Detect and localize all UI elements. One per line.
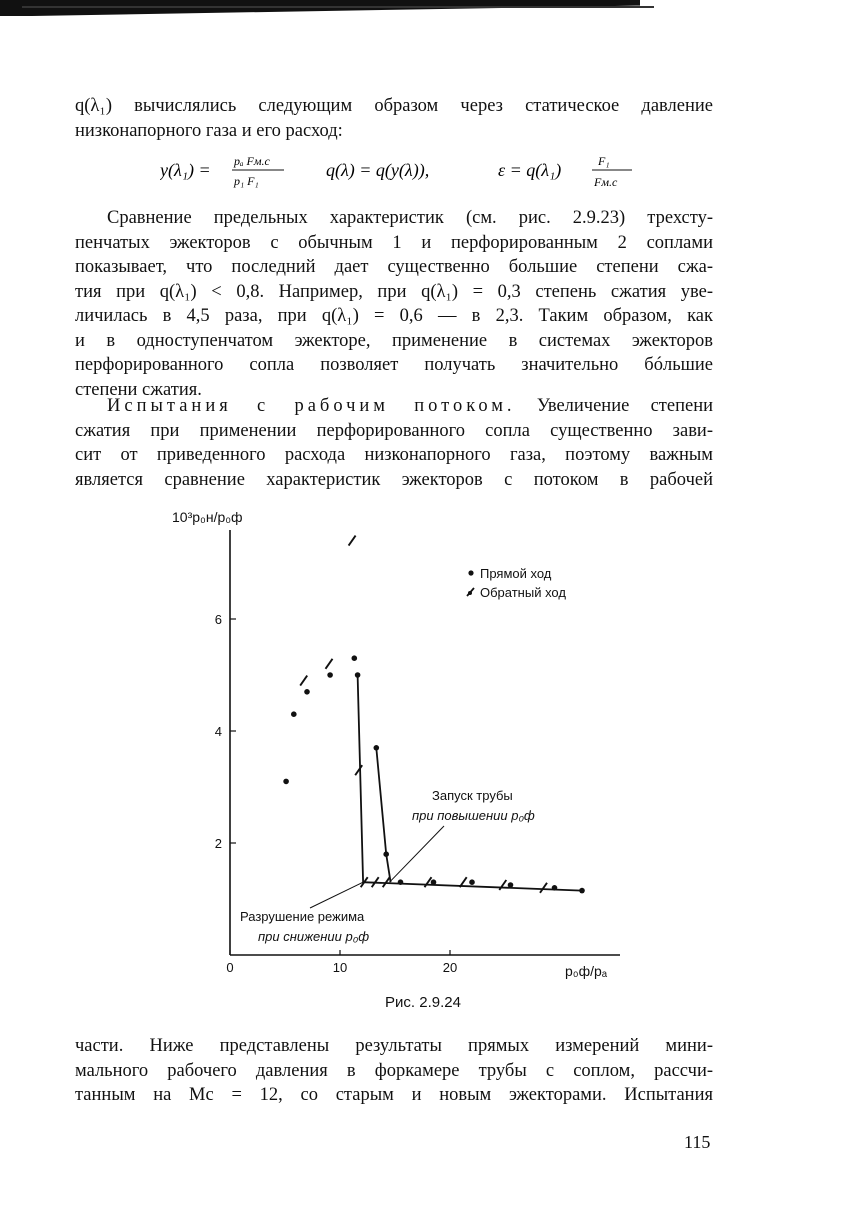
point-reverse — [540, 883, 547, 893]
annotation-breakdown-pointer — [310, 882, 363, 908]
point-direct — [469, 879, 475, 885]
legend-label-reverse: Обратный ход — [480, 585, 566, 600]
legend-dot-icon — [468, 570, 473, 575]
y-tick-label: 6 — [214, 612, 222, 627]
text-line: части. Ниже представлены результаты прямых измерений мини- — [75, 1036, 713, 1056]
annotation-breakdown-label: при снижении p₀ф — [258, 929, 370, 944]
point-reverse — [355, 765, 362, 775]
y-tick-label: 4 — [214, 724, 222, 739]
data-curve — [358, 675, 582, 891]
text-line: Сравнение предельных характеристик (см. рис. 2.9.23) трехсту- — [107, 208, 713, 228]
text-line-rest: Увеличение степени — [536, 396, 713, 416]
text-line: сжатия при применении перфорированного сопла существенно зави- — [75, 420, 713, 441]
text-line: личилась в 4,5 раза, при q(λ₁) = 0,6 — в 2,3. Таким образом, как — [75, 306, 713, 326]
text-line: тия при q(λ₁) < 0,8. Например, при q(λ₁) = 0,3 степень сжатия уве- — [75, 281, 713, 302]
formula-eps-denominator: Fм.с — [594, 175, 618, 189]
paragraph-comparison — [75, 206, 713, 402]
point-direct — [383, 851, 389, 857]
x-tick-label: 0 — [226, 960, 234, 975]
x-axis-label: p₀ф/pₐ — [565, 963, 607, 979]
point-direct — [374, 745, 380, 751]
formula-block — [160, 146, 660, 198]
page-number: 115 — [684, 1132, 711, 1152]
text-line — [75, 394, 713, 419]
formula-y-numerator: pₐ Fм.с — [234, 154, 270, 168]
annotation-breakdown-label: Разрушение режима — [240, 909, 365, 924]
text-line: пенчатых эжекторов с обычным 1 и перфорированным 2 соплами — [75, 232, 713, 253]
text-line: перфорированного сопла позволяет получать значительно бóльшие — [75, 355, 713, 375]
paragraph-continuation — [75, 1034, 713, 1108]
data-curve — [376, 748, 390, 882]
point-direct — [352, 655, 358, 661]
point-direct — [283, 779, 289, 785]
legend-label-direct: Прямой ход — [480, 566, 552, 581]
x-tick-label: 20 — [442, 960, 458, 975]
formula-eps-lhs: ε = q(λ₁) — [498, 160, 562, 180]
text-line: танным на Mс = 12, со старым и новым эжекторами. Испытания — [75, 1085, 713, 1105]
page-edge-shadow — [0, 0, 640, 16]
point-reverse — [425, 877, 432, 887]
y-tick-label: 2 — [214, 836, 222, 851]
point-direct — [398, 879, 404, 885]
point-direct — [508, 882, 514, 888]
page-edge-line — [22, 6, 654, 8]
text-line: q(λ₁) вычислялись следующим образом через статическое давление — [75, 96, 713, 116]
text-line: мального рабочего давления в форкамере трубы с соплом, рассчи- — [75, 1060, 713, 1081]
legend-slash-dot — [468, 591, 472, 595]
figure-caption: Рис. 2.9.24 — [385, 994, 461, 1011]
text-line: сит от приведенного расхода низконапорного газа, поэтому важным — [75, 445, 713, 465]
y-axis-label: 10³p₀н/p₀ф — [172, 509, 243, 525]
annotation-start-label: при повышении p₀ф — [412, 808, 535, 823]
text-line: и в одноступенчатом эжекторе, применение в системах эжекторов — [75, 330, 713, 351]
x-tick-label: 10 — [332, 960, 348, 975]
text-line: показывает, что последний дает существенно большие степени сжа- — [75, 257, 713, 277]
formula-y-denominator: p₁ F₁ — [234, 174, 259, 188]
formula-y-lhs: y(λ₁) = — [160, 160, 211, 180]
paragraph-tests — [75, 394, 713, 492]
point-direct — [355, 672, 361, 678]
point-reverse — [349, 536, 356, 546]
point-reverse — [300, 676, 307, 686]
legend — [467, 566, 566, 600]
point-direct — [431, 879, 437, 885]
annotation-start-pointer — [390, 826, 445, 882]
point-direct — [579, 888, 585, 894]
point-reverse — [326, 659, 333, 669]
point-direct — [327, 672, 333, 678]
text-line: степени сжатия. — [75, 379, 202, 400]
point-direct — [291, 711, 297, 717]
intro-paragraph — [75, 94, 713, 143]
figure-chart — [160, 500, 630, 980]
point-direct — [304, 689, 310, 695]
formula-eps-numerator: F₁ — [598, 154, 610, 168]
section-heading: Испытания с рабочим потоком. — [107, 396, 516, 416]
text-line: является сравнение характеристик эжекторов с потоком в рабочей — [75, 469, 713, 490]
point-direct — [552, 885, 558, 891]
formula-q-definition: q(λ) = q(y(λ)), — [326, 160, 430, 180]
text-line: низконапорного газа и его расход: — [75, 120, 343, 141]
annotation-start-label: Запуск трубы — [432, 788, 513, 803]
